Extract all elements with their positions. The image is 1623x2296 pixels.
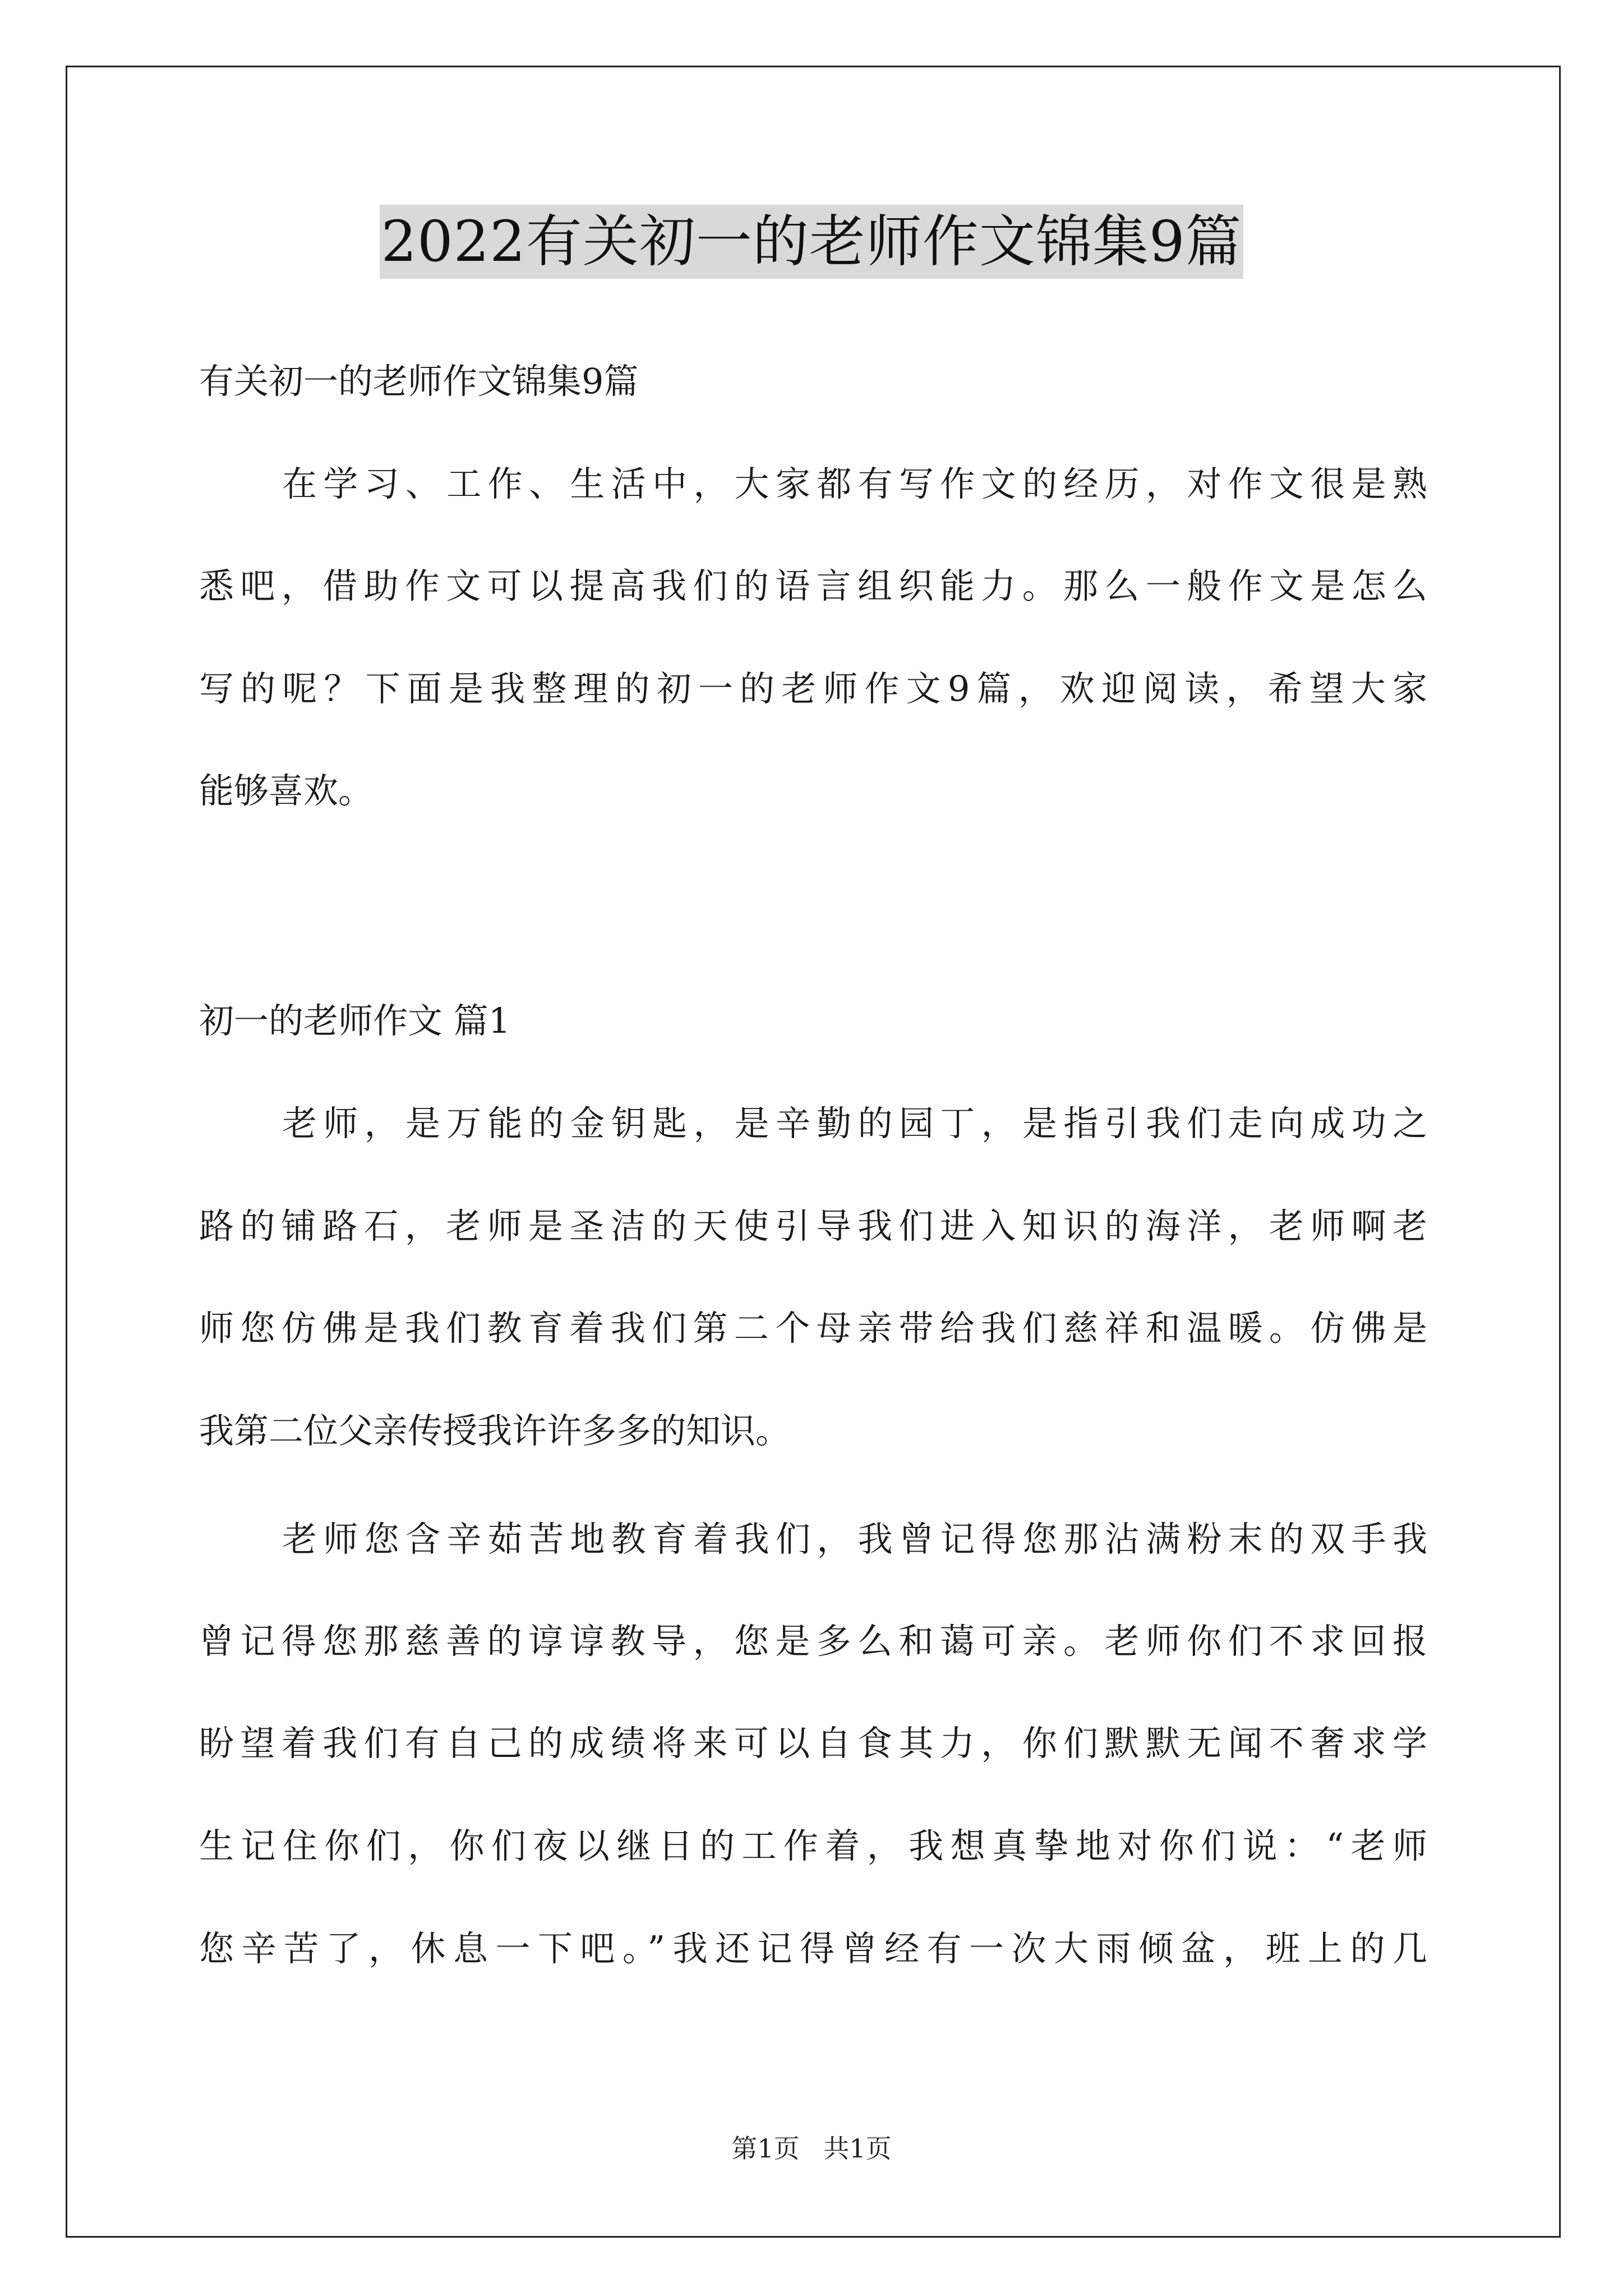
page-footer <box>0 2132 1623 2165</box>
section-heading: 初一的老师作文 篇1 <box>199 1000 511 1041</box>
title-wrap <box>0 205 1623 279</box>
para2-line-5: 您辛苦了，休息一下吧。”我还记得曾经有一次大雨倾盆，班上的几 <box>199 1928 1427 1969</box>
intro-line-4: 能够喜欢。 <box>199 770 374 811</box>
para1-line-2: 路的铺路石，老师是圣洁的天使引导我们进入知识的海洋，老师啊老 <box>199 1205 1427 1246</box>
para2-line-1: 老师您含辛茹苦地教育着我们，我曾记得您那沾满粉末的双手我 <box>282 1519 1427 1559</box>
para1-line-3: 师您仿佛是我们教育着我们第二个母亲带给我们慈祥和温暖。仿佛是 <box>199 1308 1427 1349</box>
page-number: 第1页 <box>731 2133 800 2164</box>
para2-line-3: 盼望着我们有自己的成绩将来可以自食其力，你们默默无闻不奢求学 <box>199 1723 1427 1764</box>
document-subtitle: 有关初一的老师作文锦集9篇 <box>199 361 639 402</box>
intro-line-1: 在学习、工作、生活中，大家都有写作文的经历，对作文很是熟 <box>282 463 1427 504</box>
intro-line-2: 悉吧，借助作文可以提高我们的语言组织能力。那么一般作文是怎么 <box>199 565 1427 606</box>
para2-line-4: 生记住你们，你们夜以继日的工作着，我想真挚地对你们说：“老师 <box>199 1825 1427 1866</box>
para2-line-2: 曾记得您那慈善的谆谆教导，您是多么和蔼可亲。老师你们不求回报 <box>199 1621 1427 1662</box>
document-title: 2022有关初一的老师作文锦集9篇 <box>380 205 1243 279</box>
page-total: 共1页 <box>823 2133 892 2164</box>
para1-line-4: 我第二位父亲传授我许许多多的知识。 <box>199 1410 791 1451</box>
intro-line-3: 写的呢？下面是我整理的初一的老师作文9篇，欢迎阅读，希望大家 <box>199 668 1427 709</box>
para1-line-1: 老师，是万能的金钥匙，是辛勤的园丁，是指引我们走向成功之 <box>282 1103 1427 1144</box>
